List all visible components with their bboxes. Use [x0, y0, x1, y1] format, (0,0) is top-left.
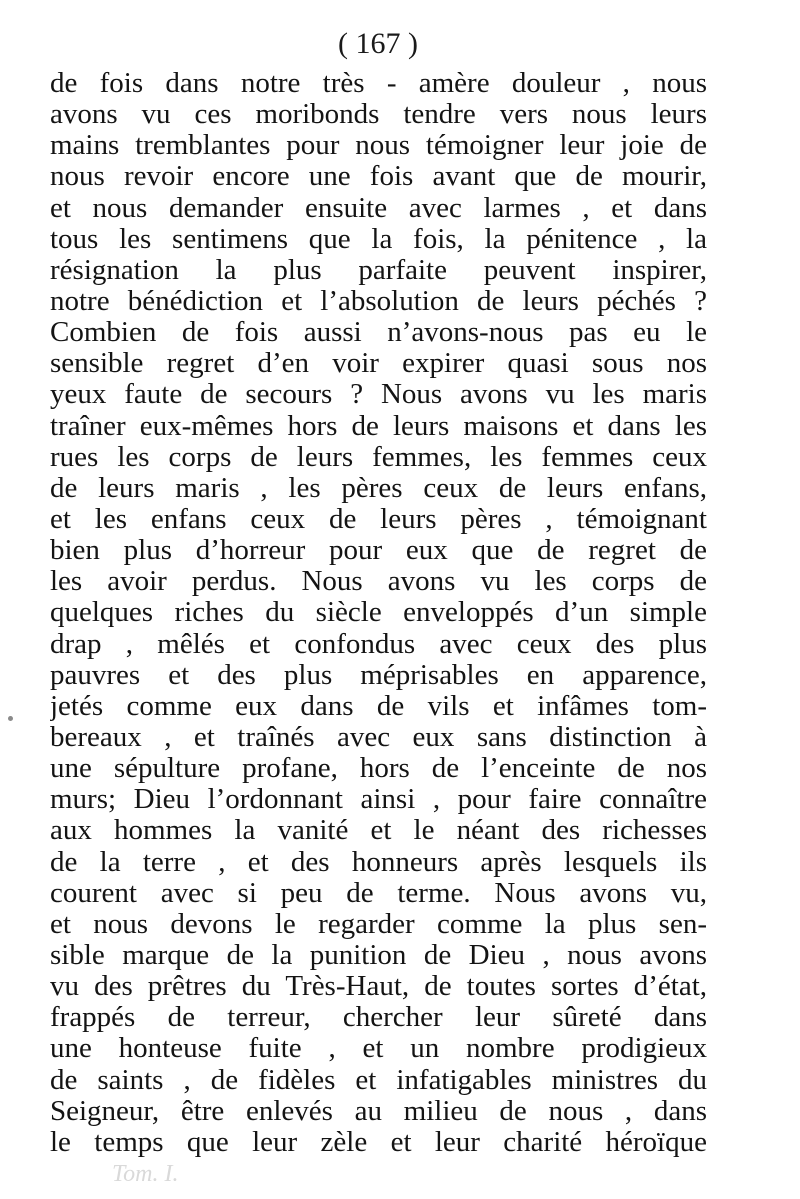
text-line: tous les sentimens que la fois, la pénitence , la — [50, 223, 707, 255]
text-line: avons vu ces moribonds tendre vers nous leurs — [50, 99, 707, 131]
text-line: le temps que leur zèle et leur charité héroïque — [50, 1126, 707, 1158]
text-line: de la terre , et des honneurs après lesquels ils — [50, 846, 707, 878]
text-line: de saints , de fidèles et infatigables ministres du — [50, 1064, 707, 1096]
text-line: quelques riches du siècle enveloppés d’un simple — [50, 597, 707, 629]
text-line: et les enfans ceux de leurs pères , témoignant — [50, 503, 707, 535]
text-line: pauvres et des plus méprisables en apparence, — [50, 659, 707, 691]
body-text — [50, 68, 707, 1158]
text-line: bien plus d’horreur pour eux que de regret de — [50, 535, 707, 567]
text-line: courent avec si peu de terme. Nous avons vu, — [50, 877, 707, 909]
text-line: et nous demander ensuite avec larmes , et dans — [50, 192, 707, 224]
text-line: frappés de terreur, chercher leur sûreté dans — [50, 1002, 707, 1034]
text-line: vu des prêtres du Très-Haut, de toutes sortes d’état, — [50, 971, 707, 1003]
text-line: sible marque de la punition de Dieu , nous avons — [50, 939, 707, 971]
text-line: jetés comme eux dans de vils et infâmes tom- — [50, 690, 707, 722]
text-line: de fois dans notre très - amère douleur , nous — [50, 68, 707, 99]
text-line: les avoir perdus. Nous avons vu les corps de — [50, 566, 707, 598]
signature-mark: Tom. I. — [112, 1161, 179, 1187]
text-line: rues les corps de leurs femmes, les femmes ceux — [50, 441, 707, 473]
text-line: une honteuse fuite , et un nombre prodigieux — [50, 1033, 707, 1065]
text-line: nous revoir encore une fois avant que de mourir, — [50, 161, 707, 193]
text-line: aux hommes la vanité et le néant des richesses — [50, 815, 707, 847]
text-line: sensible regret d’en voir expirer quasi sous nos — [50, 348, 707, 380]
text-line: de leurs maris , les pères ceux de leurs enfans, — [50, 472, 707, 504]
ink-speck — [8, 716, 13, 721]
text-line: bereaux , et traînés avec eux sans distinction à — [50, 721, 707, 753]
text-line: yeux faute de secours ? Nous avons vu les maris — [50, 379, 707, 411]
text-line: traîner eux-mêmes hors de leurs maisons et dans les — [50, 410, 707, 442]
text-line: Seigneur, être enlevés au milieu de nous , dans — [50, 1095, 707, 1127]
text-line: mains tremblantes pour nous témoigner leur joie de — [50, 130, 707, 162]
text-line: Combien de fois aussi n’avons-nous pas eu le — [50, 317, 707, 349]
text-line: drap , mêlés et confondus avec ceux des plus — [50, 628, 707, 660]
text-line: notre bénédiction et l’absolution de leurs péchés ? — [50, 285, 707, 317]
text-line: résignation la plus parfaite peuvent inspirer, — [50, 254, 707, 286]
text-line: et nous devons le regarder comme la plus sen- — [50, 908, 707, 940]
page-number: ( 167 ) — [338, 27, 418, 60]
text-line: murs; Dieu l’ordonnant ainsi , pour faire connaître — [50, 784, 707, 816]
text-line: une sépulture profane, hors de l’enceinte de nos — [50, 753, 707, 785]
